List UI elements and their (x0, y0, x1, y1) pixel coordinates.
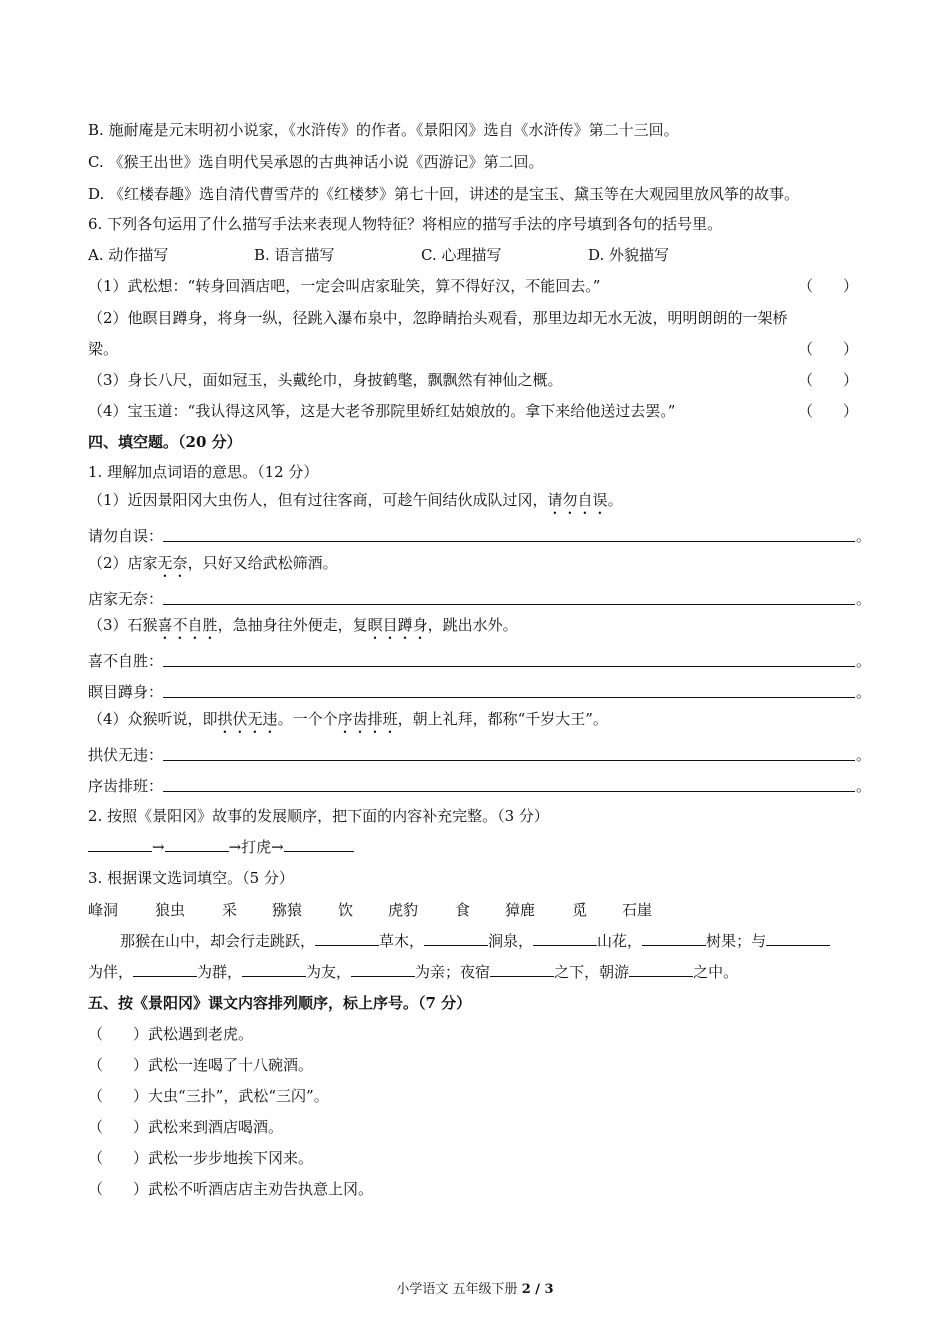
q6-item-2: （2）他瞑目蹲身，将身一纵，径跳入瀑布泉中，忽睁睛抬头观看，那里边却无水无波，明明朗朗的一架桥 (88, 309, 788, 327)
word-8: 獐鹿 (505, 901, 536, 919)
s4-stop-6: 。 (856, 777, 872, 795)
q6-item-4: （4）宝玉道：“我认得这风筝，这是大老爷那院里娇红姑娘放的。拿下来给他送过去罢。” (88, 402, 676, 420)
s4-label-4: 瞑目蹲身： (88, 683, 164, 701)
order-item-6: （ ）武松不听酒店店主劝告执意上冈。 (88, 1180, 374, 1198)
s4-q3-paragraph-1: 那猴在山中，却会行走跳跃， 草木， 涧泉， 山花， 树果；与 (120, 931, 830, 951)
order-paren-5[interactable]: （ ） (88, 1149, 149, 1167)
word-2: 狼虫 (155, 901, 186, 919)
order-paren-6[interactable]: （ ） (88, 1180, 149, 1198)
s4-answer-line-6[interactable] (163, 791, 855, 792)
word-1: 峰洞 (88, 901, 119, 919)
s4-stop-3: 。 (856, 652, 872, 670)
s4-label-6: 序齿排班： (88, 777, 164, 795)
q6-answer-2[interactable]: （ ） (798, 340, 859, 358)
s4-answer-line-3[interactable] (163, 666, 855, 667)
word-9: 觅 (572, 901, 588, 919)
q6-option-a: A. 动作描写 (88, 246, 169, 264)
fill-blank-2[interactable] (424, 931, 488, 946)
page-footer: 小学语文 五年级下册 2 / 3 (396, 1282, 554, 1297)
s4-stop-2: 。 (856, 590, 872, 608)
fill-blank-10[interactable] (629, 962, 693, 977)
order-paren-3[interactable]: （ ） (88, 1087, 149, 1105)
s4-q1-title: 1. 理解加点词语的意思。（12 分） (88, 463, 319, 481)
word-5: 饮 (338, 901, 354, 919)
s4-label-5: 拱伏无违： (88, 746, 164, 764)
s4-sentence-1: （1）近因景阳冈大虫伤人，但有过往客商，可趁午间结伙成队过冈，请勿自误。 (88, 491, 623, 509)
order-item-4: （ ）武松来到酒店喝酒。 (88, 1118, 284, 1136)
q6-answer-4[interactable]: （ ） (798, 402, 859, 420)
fill-blank-9[interactable] (490, 962, 554, 977)
order-paren-1[interactable]: （ ） (88, 1025, 149, 1043)
fill-blank-1[interactable] (315, 931, 379, 946)
page-number: 2 / 3 (521, 1282, 554, 1297)
q6-title: 6. 下列各句运用了什么描写手法来表现人物特征？将相应的描写手法的序号填到各句的括号里。 (88, 215, 723, 233)
s4-answer-line-5[interactable] (163, 760, 855, 761)
s4-q3-paragraph-2: 为伴， 为群， 为友， 为亲；夜宿 之下，朝游 之中。 (88, 963, 739, 981)
q6-option-c: C. 心理描写 (421, 246, 502, 264)
section-5-title: 五、按《景阳冈》课文内容排列顺序，标上序号。（7 分） (88, 994, 472, 1012)
s4-stop-4: 。 (856, 683, 872, 701)
fill-blank-8[interactable] (351, 962, 415, 977)
s4-label-2: 店家无奈： (88, 590, 164, 608)
choice-d: D. 《红楼春趣》选自清代曹雪芹的《红楼梦》第七十回，讲述的是宝玉、黛玉等在大观园里放风筝的故事。 (88, 185, 800, 203)
q6-option-b: B. 语言描写 (254, 246, 335, 264)
q6-answer-3[interactable]: （ ） (798, 371, 859, 389)
choice-c: C. 《猴王出世》选自明代吴承恩的古典神话小说《西游记》第二回。 (88, 153, 544, 171)
fill-blank-5[interactable] (766, 931, 830, 946)
sequence-blank-2[interactable] (165, 837, 229, 852)
section-4-title: 四、填空题。（20 分） (88, 433, 242, 451)
s4-sentence-4: （4）众猴听说，即拱伏无违。一个个序齿排班，朝上礼拜，都称“千岁大王”。 (88, 710, 608, 728)
fill-blank-6[interactable] (133, 962, 197, 977)
q6-item-1: （1）武松想：“转身回酒店吧，一定会叫店家耻笑，算不得好汉，不能回去。” (88, 277, 601, 295)
word-4: 猕猿 (272, 901, 303, 919)
sequence-blank-1[interactable] (88, 837, 152, 852)
order-item-2: （ ）武松一连喝了十八碗酒。 (88, 1056, 314, 1074)
order-item-1: （ ）武松遇到老虎。 (88, 1025, 254, 1043)
s4-answer-line-1[interactable] (163, 541, 855, 542)
s4-answer-line-4[interactable] (163, 697, 855, 698)
order-paren-2[interactable]: （ ） (88, 1056, 149, 1074)
s4-q2-title: 2. 按照《景阳冈》故事的发展顺序，把下面的内容补充完整。（3 分） (88, 807, 549, 825)
s4-label-1: 请勿自误： (88, 527, 164, 545)
q6-item-2-cont: 梁。 (88, 340, 119, 358)
fill-blank-4[interactable] (642, 931, 706, 946)
word-3: 采 (222, 901, 238, 919)
order-paren-4[interactable]: （ ） (88, 1118, 149, 1136)
word-10: 石崖 (622, 901, 653, 919)
s4-q3-title: 3. 根据课文选词填空。（5 分） (88, 869, 294, 887)
word-6: 虎豹 (388, 901, 419, 919)
s4-answer-line-2[interactable] (163, 604, 855, 605)
fill-blank-7[interactable] (242, 962, 306, 977)
sequence-blank-3[interactable] (284, 837, 354, 852)
q6-answer-1[interactable]: （ ） (798, 277, 859, 295)
q6-option-d: D. 外貌描写 (588, 246, 670, 264)
s4-label-3: 喜不自胜： (88, 652, 164, 670)
choice-b: B. 施耐庵是元末明初小说家，《水浒传》的作者。《景阳冈》选自《水浒传》第二十三回。 (88, 121, 679, 139)
s4-sentence-2: （2）店家无奈，只好又给武松筛酒。 (88, 554, 338, 572)
order-item-3: （ ）大虫“三扑”，武松“三闪”。 (88, 1087, 329, 1105)
word-7: 食 (455, 901, 471, 919)
fill-blank-3[interactable] (533, 931, 597, 946)
s4-q2-sequence: → →打虎→ (88, 837, 354, 857)
s4-sentence-3: （3）石猴喜不自胜，急抽身往外便走，复瞑目蹲身，跳出水外。 (88, 616, 518, 634)
order-item-5: （ ）武松一步步地挨下冈来。 (88, 1149, 314, 1167)
s4-stop-1: 。 (856, 527, 872, 545)
q6-item-3: （3）身长八尺，面如冠玉，头戴纶巾，身披鹤氅，飘飘然有神仙之概。 (88, 371, 563, 389)
s4-stop-5: 。 (856, 746, 872, 764)
